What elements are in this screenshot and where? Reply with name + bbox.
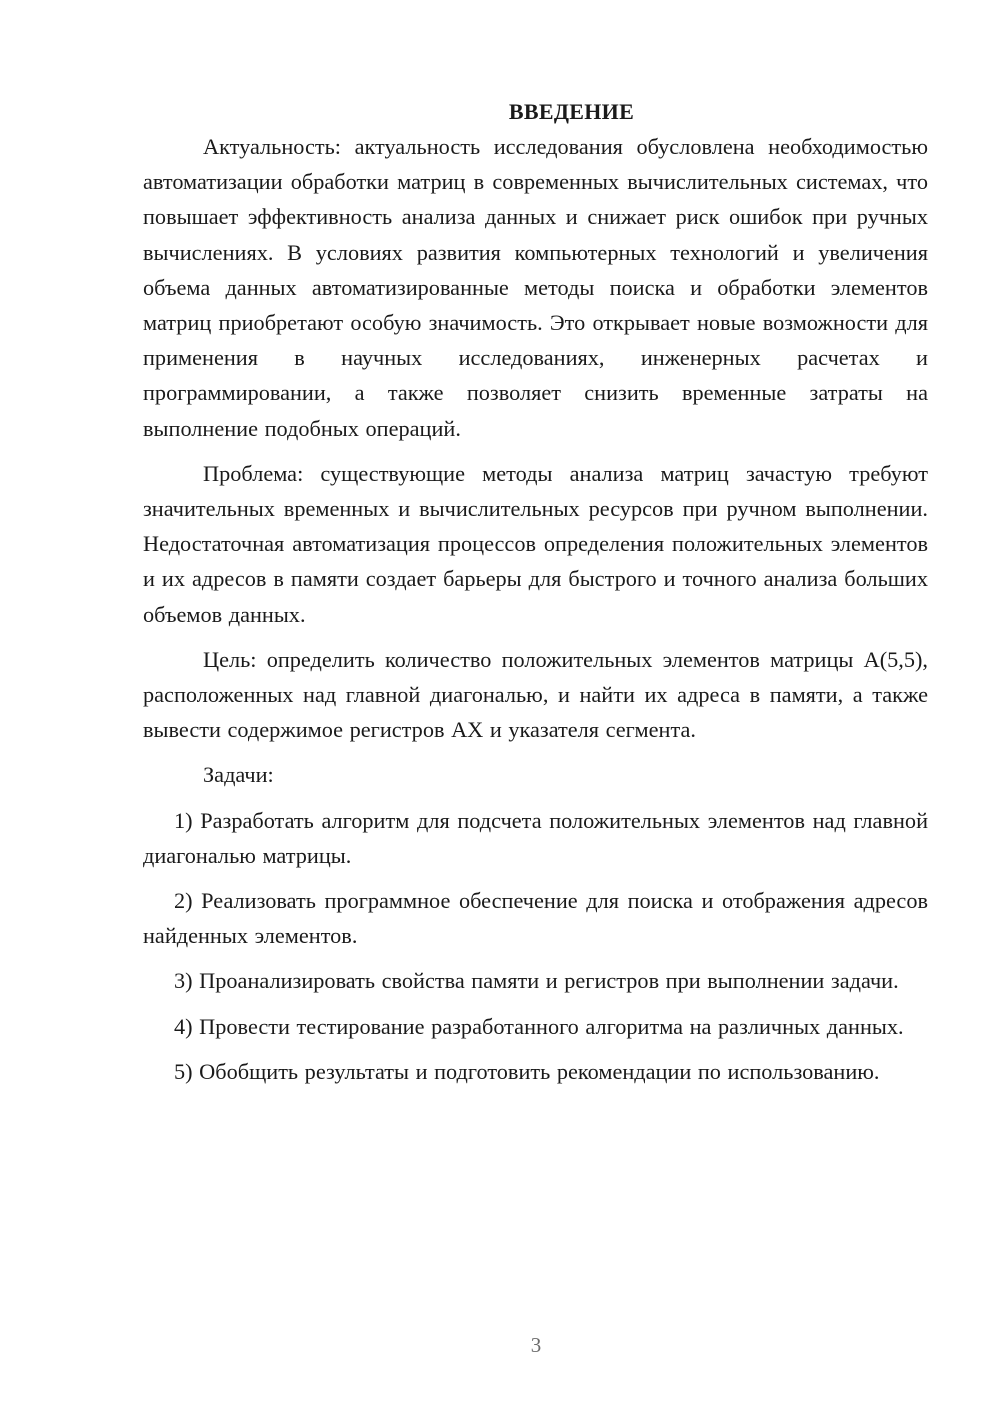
section-title: ВВЕДЕНИЕ: [508, 99, 635, 124]
task-item: 1) Разработать алгоритм для подсчета положительных элементов над главной диагональю матрицы.: [143, 807, 928, 868]
goal-paragraph: Цель: определить количество положительных элементов матрицы A(5,5), расположенных над главной диагональю, и найти их адреса в памяти, а также вывести содержимое регистров AX и указателя сегмента.: [143, 646, 928, 743]
problem-paragraph: Проблема: существующие методы анализа матриц зачастую требуют значительных временных и вычислительных ресурсов при ручном выполнении. Недостаточная автоматизация процессов определения положительных элементов и их адресов в памяти создает барьеры для быстрого и точного анализа больших объемов данных.: [143, 460, 928, 627]
task-item: 2) Реализовать программное обеспечение для поиска и отображения адресов найденных элементов.: [143, 888, 928, 949]
task-item: 3) Проанализировать свойства памяти и регистров при выполнении задачи.: [174, 968, 899, 994]
tasks-heading: Задачи:: [203, 762, 274, 788]
page-content: [143, 94, 928, 1089]
task-item: 4) Провести тестирование разработанного алгоритма на различных данных.: [174, 1013, 904, 1039]
page-number: 3: [530, 1333, 542, 1357]
task-item: 5) Обобщить результаты и подготовить рекомендации по использованию.: [174, 1058, 880, 1084]
relevance-paragraph: Актуальность: актуальность исследования обусловлена необходимостью автоматизации обработки матриц в современных вычислительных системах, что повышает эффективность анализа данных и снижает риск ошибок при ручных вычислениях. В условиях развития компьютерных технологий и увеличения объема данных автоматизированные методы поиска и обработки элементов матриц приобретают особую значимость. Это открывает новые возможности для применения в научных исследованиях, инженерных расчетах и программировании, а также позволяет снизить временные затраты на выполнение подобных операций.: [143, 134, 928, 441]
